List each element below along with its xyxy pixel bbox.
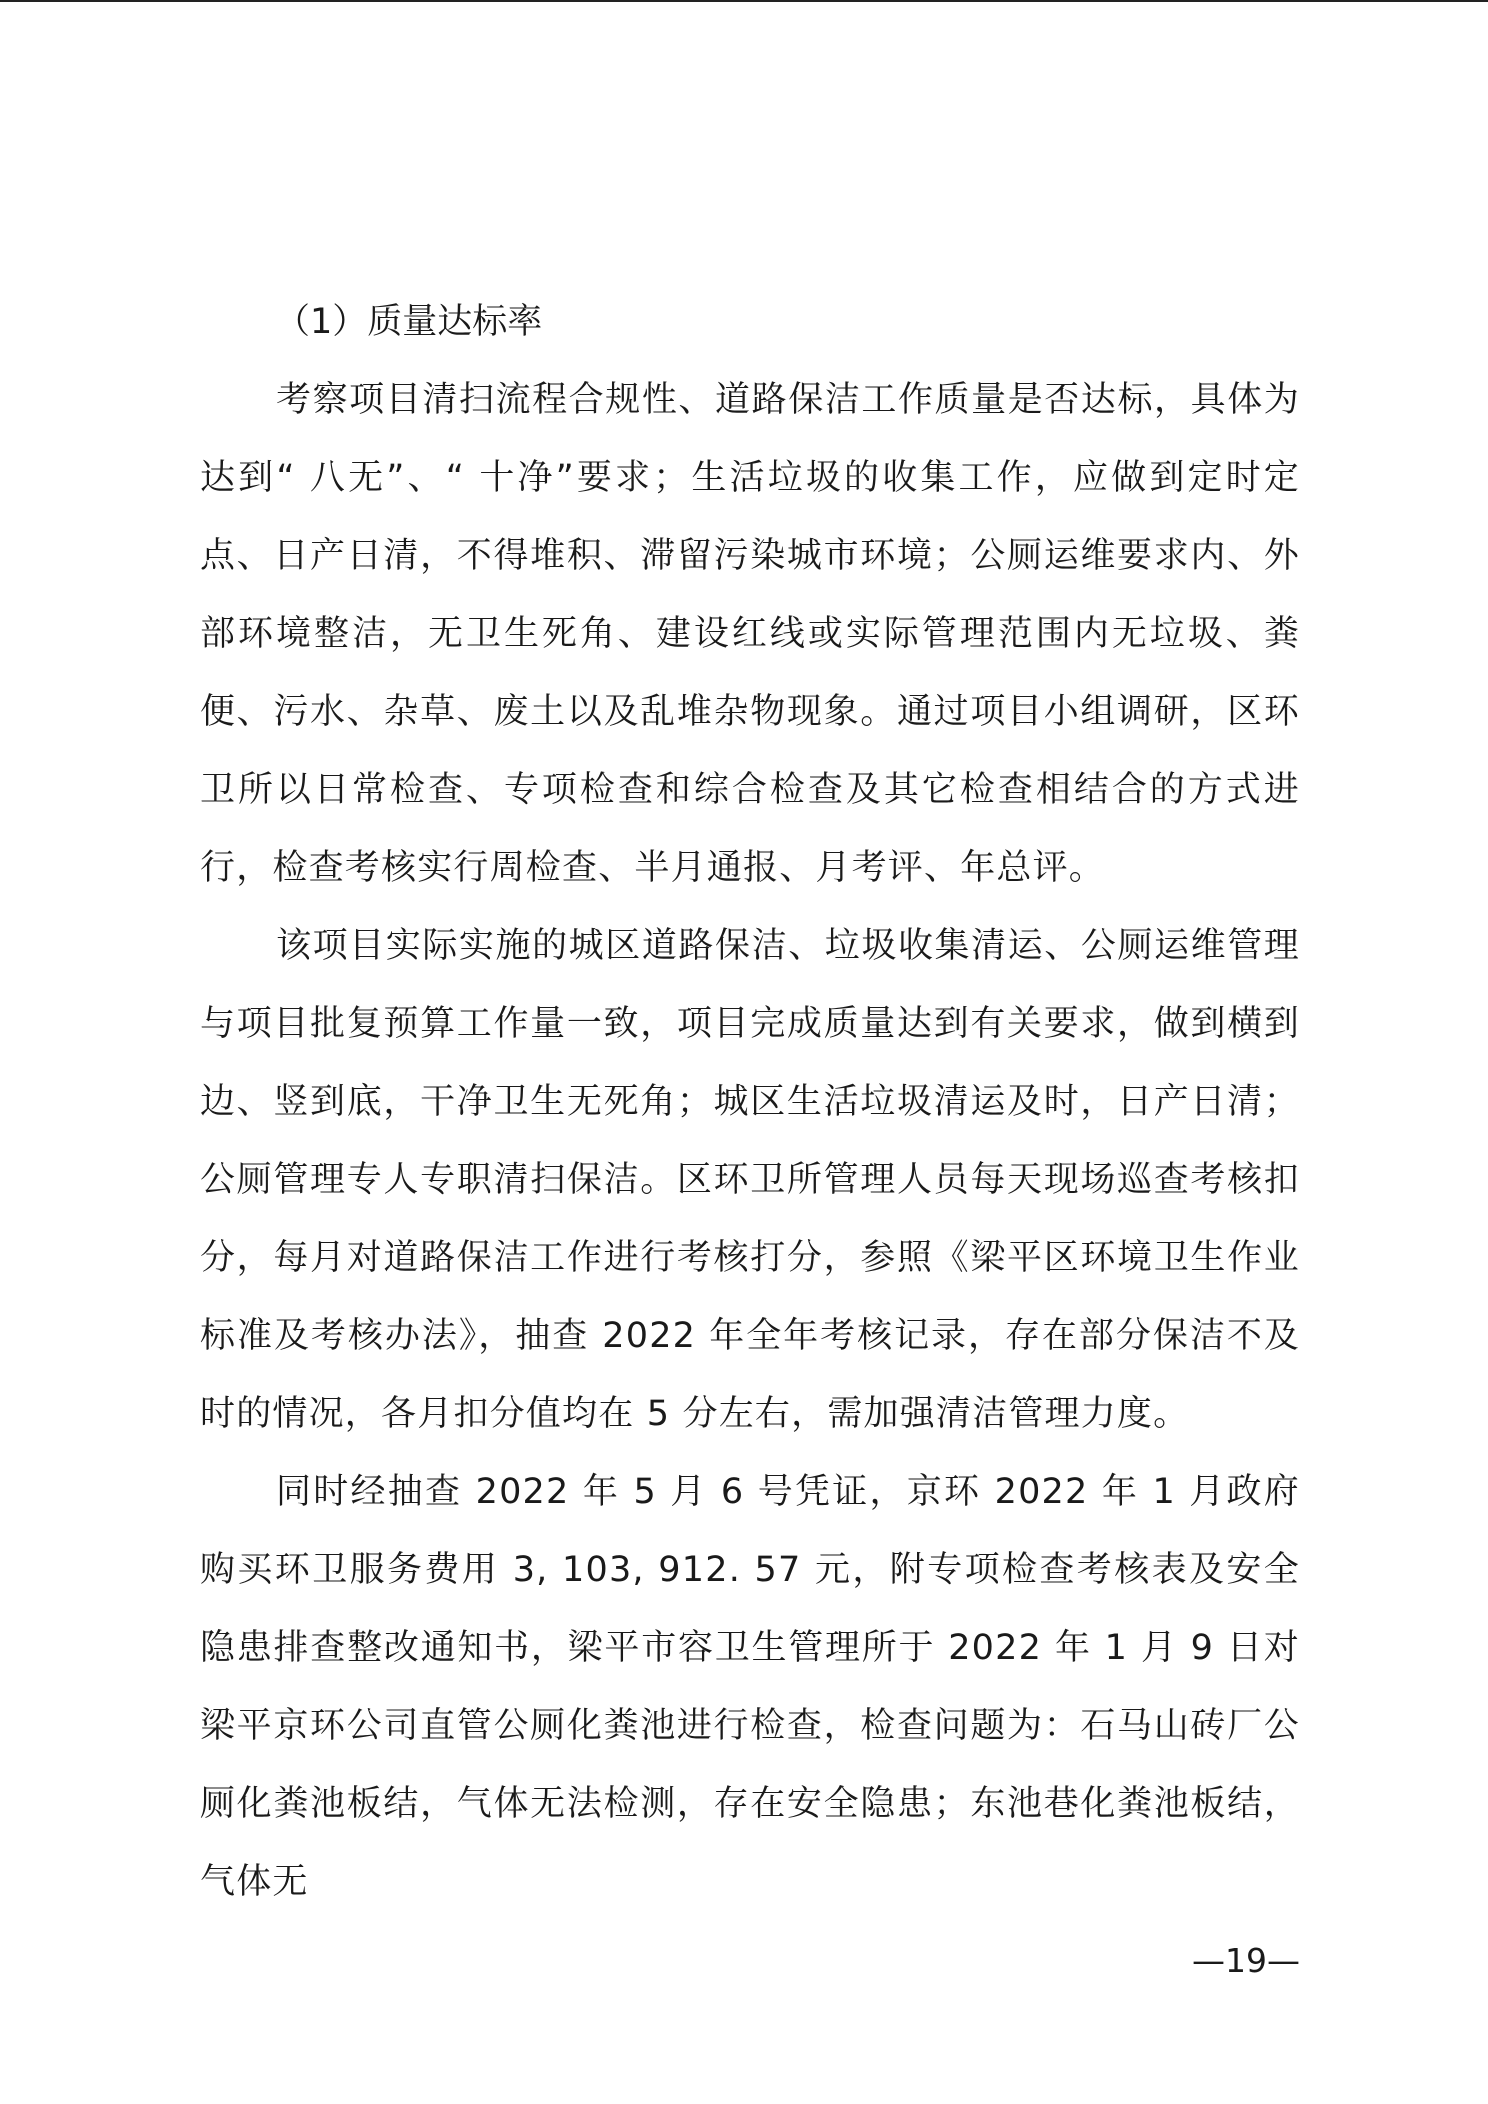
top-border-line	[0, 0, 1488, 2]
page-number: —19—	[1192, 1941, 1300, 1980]
paragraph-inspection-criteria: 考察项目清扫流程合规性、道路保洁工作质量是否达标，具体为达到“ 八无”、“ 十净”要求；生活垃圾的收集工作，应做到定时定点、日产日清，不得堆积、滞留污染城市环境；公厕运维要求内、外部环境整洁，无卫生死角、建设红线或实际管理范围内无垃圾、粪便、污水、杂草、废土以及乱堆杂物现象。通过项目小组调研，区环卫所以日常检查、专项检查和综合检查及其它检查相结合的方式进行，检查考核实行周检查、半月通报、月考评、年总评。	[200, 380, 1300, 888]
section-heading: （1）质量达标率	[275, 302, 543, 342]
paragraph-voucher-check: 同时经抽查 2022 年 5 月 6 号凭证，京环 2022 年 1 月政府购买环卫服务费用 3, 103, 912. 57 元，附专项检查考核表及安全隐患排查整改通知书，梁平市容卫生管理所于 2022 年 1 月 9 日对梁平京环公司直管公厕化粪池进行检查，检查问题为：石马山砖厂公厕化粪池板结，气体无法检测，存在安全隐患；东池巷化粪池板结，气体无	[200, 1472, 1300, 1902]
document-body	[200, 283, 1300, 1921]
paragraph-implementation-quality: 该项目实际实施的城区道路保洁、垃圾收集清运、公厕运维管理与项目批复预算工作量一致，项目完成质量达到有关要求，做到横到边、竖到底，干净卫生无死角；城区生活垃圾清运及时，日产日清；公厕管理专人专职清扫保洁。区环卫所管理人员每天现场巡查考核扣分，每月对道路保洁工作进行考核打分，参照《梁平区环境卫生作业标准及考核办法》，抽查 2022 年全年考核记录，存在部分保洁不及时的情况，各月扣分值均在 5 分左右，需加强清洁管理力度。	[200, 926, 1300, 1434]
